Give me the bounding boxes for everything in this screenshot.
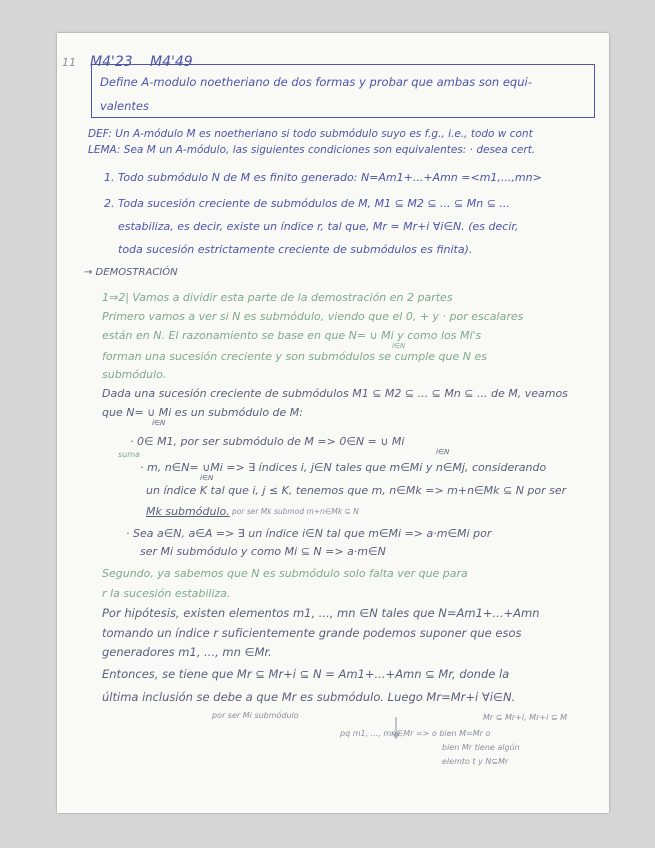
body-line-4-subscript: i∈N: [200, 474, 214, 482]
body-line-3: · 0∈ M1, por ser submódulo de M => 0∈N = ∪ Mi: [130, 435, 405, 448]
body-line-1: Dada una sucesión creciente de submódulos M1 ⊆ M2 ⊆ ... ⊆ Mn ⊆ ... de M, veamos: [102, 387, 568, 400]
body-line-7: · Sea a∈N, a∈A => ∃ un índice i∈N tal que m∈Mi => a·m∈Mi por: [126, 527, 492, 540]
conclusion-line-2: última inclusión se debe a que Mr es submódulo. Luego Mr=Mr+i ∀i∈N.: [102, 690, 516, 704]
body-line-3-subscript: i∈N: [436, 448, 450, 456]
note-right: Mr ⊆ Mr+i, Mr+i ⊆ M: [483, 713, 567, 722]
condition-2-line-3: toda sucesión estrictamente creciente de submódulos es finita).: [118, 243, 473, 256]
body-line-8: ser Mi submódulo y como Mi ⊆ N => a·m∈N: [140, 545, 386, 558]
conclusion-line-1: Entonces, se tiene que Mr ⊆ Mr+i ⊆ N = Am1+...+Amn ⊆ Mr, donde la: [102, 667, 510, 681]
page-number: 11: [62, 56, 76, 69]
body-line-2: que N= ∪ Mi es un submódulo de M:: [102, 406, 303, 419]
note-arrow-line-2: bien Mr tiene algún: [442, 743, 520, 752]
lemma-line: LEMA: Sea M un A-módulo, las siguientes condiciones son equivalentes: · desea cert.: [88, 144, 536, 156]
condition-1: 1. Todo submódulo N de M es finito generado: N=Am1+...+Amn =<m1,...,mn>: [104, 171, 542, 184]
hypothesis-line-1: Por hipótesis, existen elementos m1, ..., mn ∈N tales que N=Am1+...+Amn: [102, 606, 540, 620]
body-line-3-note: suma: [118, 450, 140, 459]
note-arrow-line-1: pq m1, ..., mn∈Mr => o bien M=Mr o: [340, 729, 491, 738]
exam-code-1: M4'23: [90, 54, 133, 70]
proof-intro-line-1: 1⇒2| Vamos a dividir esta parte de la demostración en 2 partes: [102, 291, 453, 304]
body-line-6-note: por ser Mk submod m+n∈Mk ⊆ N: [232, 507, 359, 516]
body-line-4: · m, n∈N= ∪Mi => ∃ índices i, j∈N tales que m∈Mi y n∈Mj, considerando: [140, 461, 547, 474]
proof-intro-line-5: submódulo.: [102, 368, 167, 381]
question-line-1: Define A-modulo noetheriano de dos formas y probar que ambas son equi-: [100, 75, 532, 89]
proof-intro-line-4: forman una sucesión creciente y son submódulos se cumple que N es: [102, 350, 487, 363]
second-part-line-1: Segundo, ya sabemos que N es submódulo solo falta ver que para: [102, 567, 468, 580]
body-line-2-subscript: i∈N: [152, 419, 166, 427]
condition-2-line-2: estabiliza, es decir, existe un índice r, tal que, Mr = Mr+i ∀i∈N. (es decir,: [118, 220, 519, 233]
definition-line: DEF: Un A-módulo M es noetheriano si todo submódulo suyo es f.g., i.e., todo w cont: [88, 128, 533, 140]
proof-intro-subscript: i∈N: [392, 342, 406, 350]
note-left: por ser Mi submódulo: [212, 711, 299, 720]
proof-intro-line-3: están en N. El razonamiento se base en que N= ∪ Mi y como los Mi's: [102, 329, 482, 342]
hypothesis-line-2: tomando un índice r suficientemente grande podemos suponer que esos: [102, 626, 522, 640]
exam-code-2: M4'49: [150, 54, 193, 70]
note-arrow-line-3: elemto t y N⊆Mr: [442, 757, 509, 766]
condition-2-line-1: 2. Toda sucesión creciente de submódulos de M, M1 ⊆ M2 ⊆ ... ⊆ Mn ⊆ ...: [104, 197, 510, 210]
proof-intro-line-2: Primero vamos a ver si N es submódulo, viendo que el 0, + y · por escalares: [102, 310, 524, 323]
question-box: [91, 64, 595, 118]
body-line-5: un índice K tal que i, j ≤ K, tenemos que m, n∈Mk => m+n∈Mk ⊆ N por ser: [146, 484, 567, 497]
proof-heading: → DEMOSTRACIÓN: [84, 267, 178, 278]
hypothesis-line-3: generadores m1, ..., mn ∈Mr.: [102, 645, 272, 659]
question-line-2: valentes: [100, 99, 149, 113]
body-line-6: Mk submódulo.: [146, 505, 230, 518]
second-part-line-2: r la sucesión estabiliza.: [102, 587, 231, 600]
